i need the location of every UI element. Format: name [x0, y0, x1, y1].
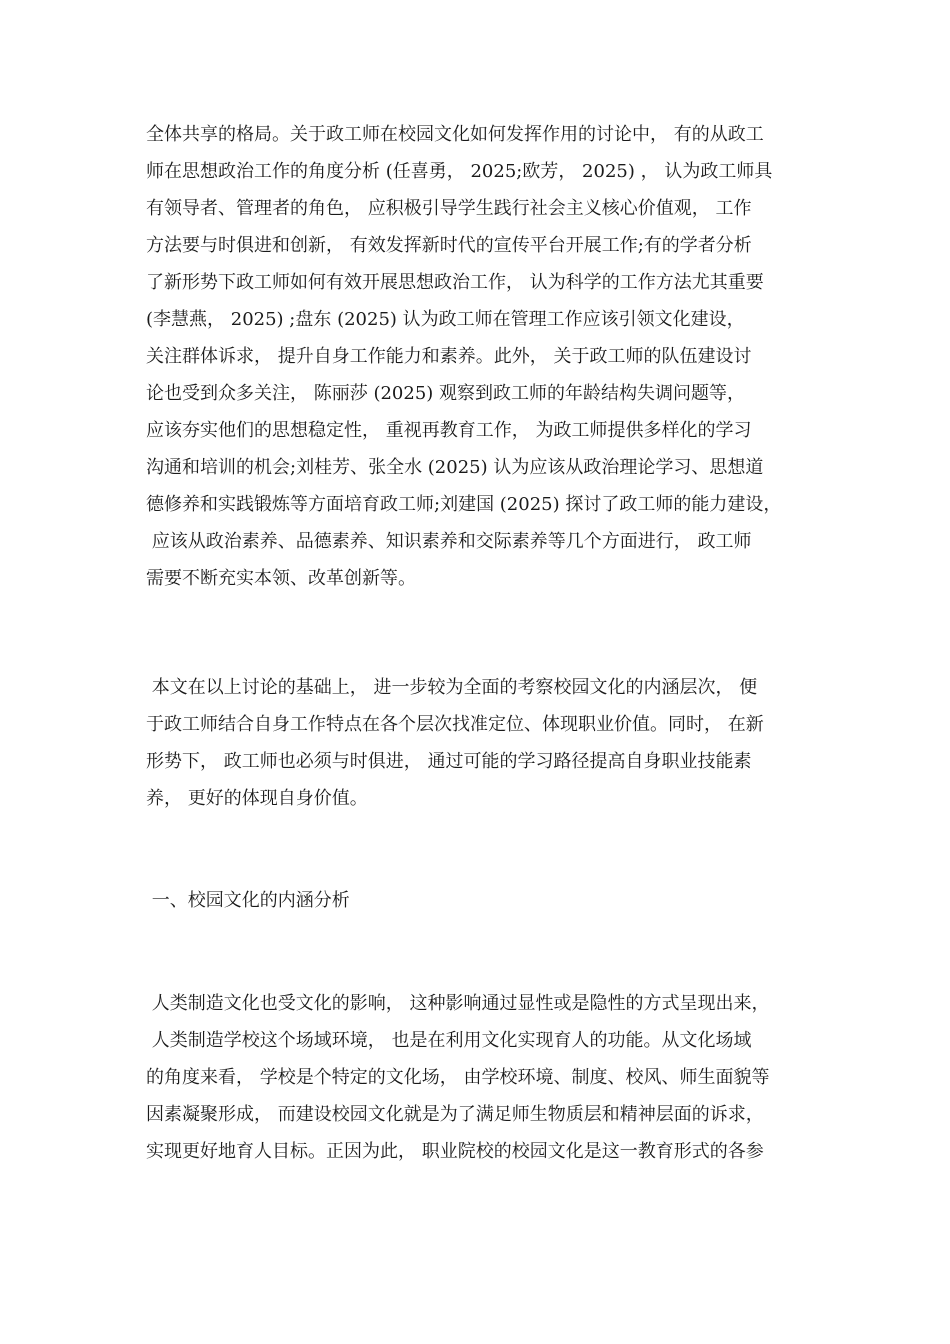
text-line: 论也受到众多关注， 陈丽莎 (2025) 观察到政工师的年龄结构失调问题等，	[146, 383, 746, 404]
text-line: 应该从政治素养、品德素养、知识素养和交际素养等几个方面进行， 政工师	[146, 531, 752, 552]
text-line: 于政工师结合自身工作特点在各个层次找准定位、体现职业价值。同时， 在新	[146, 714, 764, 735]
text-line: 需要不断充实本领、改革创新等。	[146, 568, 416, 589]
body-paragraph-2	[146, 669, 826, 817]
text-line: 德修养和实践锻炼等方面培育政工师;刘建国 (2025) 探讨了政工师的能力建设，	[146, 494, 782, 515]
section-heading	[146, 882, 826, 919]
text-line: 关注群体诉求， 提升自身工作能力和素养。此外， 关于政工师的队伍建设讨	[146, 346, 752, 367]
body-paragraph-1	[146, 116, 826, 597]
text-line: 方法要与时俱进和创新， 有效发挥新时代的宣传平台开展工作;有的学者分析	[146, 235, 752, 256]
text-line: 因素凝聚形成， 而建设校园文化就是为了满足师生物质层和精神层面的诉求，	[146, 1104, 764, 1125]
text-line: 应该夯实他们的思想稳定性， 重视再教育工作， 为政工师提供多样化的学习	[146, 420, 752, 441]
text-line: 养， 更好的体现自身价值。	[146, 788, 368, 809]
body-paragraph-3	[146, 985, 826, 1170]
text-line: 全体共享的格局。关于政工师在校园文化如何发挥作用的讨论中， 有的从政工	[146, 124, 764, 145]
text-line: 实现更好地育人目标。正因为此， 职业院校的校园文化是这一教育形式的各参	[146, 1141, 764, 1162]
text-line: 形势下， 政工师也必须与时俱进， 通过可能的学习路径提高自身职业技能素	[146, 751, 752, 772]
text-line: 的角度来看， 学校是个特定的文化场， 由学校环境、制度、校风、师生面貌等	[146, 1067, 770, 1088]
text-line: 师在思想政治工作的角度分析 (任喜勇， 2025;欧芳， 2025) ， 认为政工师具	[146, 161, 773, 182]
heading-text: 一、校园文化的内涵分析	[146, 890, 350, 911]
text-line: 人类制造学校这个场域环境， 也是在利用文化实现育人的功能。从文化场域	[146, 1030, 752, 1051]
text-line: 了新形势下政工师如何有效开展思想政治工作， 认为科学的工作方法尤其重要	[146, 272, 764, 293]
text-line: 本文在以上讨论的基础上， 进一步较为全面的考察校园文化的内涵层次， 便	[146, 677, 758, 698]
text-line: 沟通和培训的机会;刘桂芳、张全水 (2025) 认为应该从政治理论学习、思想道	[146, 457, 764, 478]
text-line: 人类制造文化也受文化的影响， 这种影响通过显性或是隐性的方式呈现出来，	[146, 993, 770, 1014]
text-line: (李慧燕， 2025) ;盘东 (2025) 认为政工师在管理工作应该引领文化建设，	[146, 309, 745, 330]
text-line: 有领导者、管理者的角色， 应积极引导学生践行社会主义核心价值观， 工作	[146, 198, 752, 219]
